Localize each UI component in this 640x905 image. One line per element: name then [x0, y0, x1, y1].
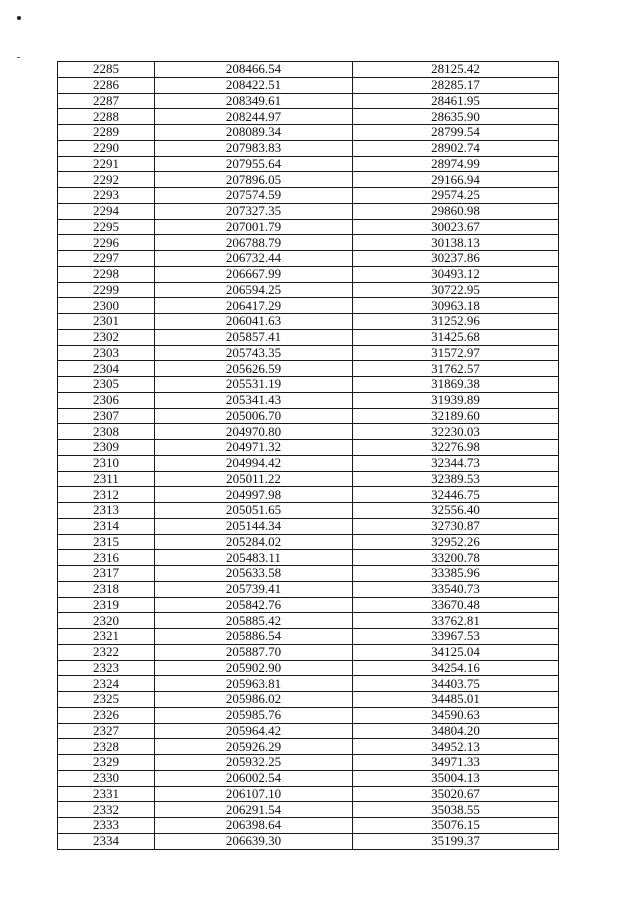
y-coordinate-cell: 35076.15 [353, 818, 559, 834]
point-number-cell: 2322 [58, 644, 155, 660]
y-coordinate-cell: 34590.63 [353, 707, 559, 723]
x-coordinate-cell: 205857.41 [155, 329, 353, 345]
y-coordinate-cell: 28461.95 [353, 93, 559, 109]
point-number-cell: 2320 [58, 613, 155, 629]
y-coordinate-cell: 29574.25 [353, 188, 559, 204]
x-coordinate-cell: 206291.54 [155, 802, 353, 818]
point-number-cell: 2289 [58, 125, 155, 141]
y-coordinate-cell: 32730.87 [353, 518, 559, 534]
x-coordinate-cell: 205739.41 [155, 581, 353, 597]
y-coordinate-cell: 28125.42 [353, 62, 559, 78]
table-row [58, 550, 559, 566]
x-coordinate-cell: 206417.29 [155, 298, 353, 314]
point-number-cell: 2308 [58, 424, 155, 440]
point-number-cell: 2305 [58, 377, 155, 393]
y-coordinate-cell: 34485.01 [353, 692, 559, 708]
table-row [58, 755, 559, 771]
point-number-cell: 2319 [58, 597, 155, 613]
x-coordinate-cell: 205842.76 [155, 597, 353, 613]
table-row [58, 818, 559, 834]
y-coordinate-cell: 32389.53 [353, 471, 559, 487]
table-row [58, 298, 559, 314]
x-coordinate-cell: 206002.54 [155, 770, 353, 786]
point-number-cell: 2329 [58, 755, 155, 771]
point-number-cell: 2287 [58, 93, 155, 109]
y-coordinate-cell: 34403.75 [353, 676, 559, 692]
y-coordinate-cell: 30138.13 [353, 235, 559, 251]
y-coordinate-cell: 33200.78 [353, 550, 559, 566]
point-number-cell: 2332 [58, 802, 155, 818]
table-row [58, 581, 559, 597]
y-coordinate-cell: 33385.96 [353, 566, 559, 582]
x-coordinate-cell: 206639.30 [155, 833, 353, 849]
y-coordinate-cell: 31762.57 [353, 361, 559, 377]
y-coordinate-cell: 29166.94 [353, 172, 559, 188]
x-coordinate-cell: 207001.79 [155, 219, 353, 235]
point-number-cell: 2313 [58, 503, 155, 519]
point-number-cell: 2325 [58, 692, 155, 708]
table-row [58, 644, 559, 660]
x-coordinate-cell: 205626.59 [155, 361, 353, 377]
y-coordinate-cell: 28635.90 [353, 109, 559, 125]
y-coordinate-cell: 33670.48 [353, 597, 559, 613]
table-row [58, 203, 559, 219]
y-coordinate-cell: 34254.16 [353, 660, 559, 676]
point-number-cell: 2299 [58, 282, 155, 298]
table-row [58, 219, 559, 235]
y-coordinate-cell: 31869.38 [353, 377, 559, 393]
point-number-cell: 2327 [58, 723, 155, 739]
table-row [58, 377, 559, 393]
table-row [58, 314, 559, 330]
x-coordinate-cell: 205341.43 [155, 392, 353, 408]
table-row [58, 597, 559, 613]
point-number-cell: 2306 [58, 392, 155, 408]
coordinates-table-body [58, 62, 559, 850]
point-number-cell: 2301 [58, 314, 155, 330]
table-row [58, 235, 559, 251]
table-row [58, 802, 559, 818]
x-coordinate-cell: 207983.83 [155, 140, 353, 156]
table-row [58, 77, 559, 93]
point-number-cell: 2286 [58, 77, 155, 93]
table-row [58, 109, 559, 125]
x-coordinate-cell: 205633.58 [155, 566, 353, 582]
x-coordinate-cell: 205926.29 [155, 739, 353, 755]
table-row [58, 188, 559, 204]
x-coordinate-cell: 205963.81 [155, 676, 353, 692]
y-coordinate-cell: 32189.60 [353, 408, 559, 424]
table-row [58, 251, 559, 267]
point-number-cell: 2285 [58, 62, 155, 78]
y-coordinate-cell: 28285.17 [353, 77, 559, 93]
point-number-cell: 2310 [58, 455, 155, 471]
table-row [58, 566, 559, 582]
table-row [58, 345, 559, 361]
y-coordinate-cell: 28902.74 [353, 140, 559, 156]
y-coordinate-cell: 30237.86 [353, 251, 559, 267]
x-coordinate-cell: 205144.34 [155, 518, 353, 534]
table-row [58, 739, 559, 755]
x-coordinate-cell: 207896.05 [155, 172, 353, 188]
x-coordinate-cell: 204994.42 [155, 455, 353, 471]
point-number-cell: 2303 [58, 345, 155, 361]
x-coordinate-cell: 205985.76 [155, 707, 353, 723]
y-coordinate-cell: 35004.13 [353, 770, 559, 786]
x-coordinate-cell: 205483.11 [155, 550, 353, 566]
point-number-cell: 2311 [58, 471, 155, 487]
table-row [58, 424, 559, 440]
x-coordinate-cell: 205886.54 [155, 629, 353, 645]
y-coordinate-cell: 35020.67 [353, 786, 559, 802]
point-number-cell: 2291 [58, 156, 155, 172]
point-number-cell: 2288 [58, 109, 155, 125]
x-coordinate-cell: 206041.63 [155, 314, 353, 330]
x-coordinate-cell: 205051.65 [155, 503, 353, 519]
y-coordinate-cell: 33967.53 [353, 629, 559, 645]
y-coordinate-cell: 33762.81 [353, 613, 559, 629]
x-coordinate-cell: 204971.32 [155, 440, 353, 456]
table-row [58, 723, 559, 739]
point-number-cell: 2317 [58, 566, 155, 582]
point-number-cell: 2334 [58, 833, 155, 849]
x-coordinate-cell: 205887.70 [155, 644, 353, 660]
point-number-cell: 2326 [58, 707, 155, 723]
table-row [58, 487, 559, 503]
y-coordinate-cell: 32230.03 [353, 424, 559, 440]
point-number-cell: 2312 [58, 487, 155, 503]
y-coordinate-cell: 32446.75 [353, 487, 559, 503]
y-coordinate-cell: 28799.54 [353, 125, 559, 141]
table-row [58, 455, 559, 471]
point-number-cell: 2302 [58, 329, 155, 345]
x-coordinate-cell: 208089.34 [155, 125, 353, 141]
table-row [58, 707, 559, 723]
table-row [58, 534, 559, 550]
y-coordinate-cell: 30722.95 [353, 282, 559, 298]
point-number-cell: 2314 [58, 518, 155, 534]
table-row [58, 93, 559, 109]
table-row [58, 361, 559, 377]
point-number-cell: 2292 [58, 172, 155, 188]
point-number-cell: 2324 [58, 676, 155, 692]
table-row [58, 613, 559, 629]
scan-speck [17, 16, 21, 20]
point-number-cell: 2318 [58, 581, 155, 597]
table-row [58, 282, 559, 298]
x-coordinate-cell: 205531.19 [155, 377, 353, 393]
table-row [58, 518, 559, 534]
table-row [58, 408, 559, 424]
point-number-cell: 2315 [58, 534, 155, 550]
y-coordinate-cell: 35038.55 [353, 802, 559, 818]
x-coordinate-cell: 207327.35 [155, 203, 353, 219]
table-row [58, 471, 559, 487]
y-coordinate-cell: 34804.20 [353, 723, 559, 739]
y-coordinate-cell: 31572.97 [353, 345, 559, 361]
point-number-cell: 2297 [58, 251, 155, 267]
table-row [58, 786, 559, 802]
table-row [58, 676, 559, 692]
point-number-cell: 2298 [58, 266, 155, 282]
x-coordinate-cell: 205932.25 [155, 755, 353, 771]
y-coordinate-cell: 32344.73 [353, 455, 559, 471]
x-coordinate-cell: 208349.61 [155, 93, 353, 109]
point-number-cell: 2307 [58, 408, 155, 424]
y-coordinate-cell: 29860.98 [353, 203, 559, 219]
x-coordinate-cell: 206667.99 [155, 266, 353, 282]
y-coordinate-cell: 34971.33 [353, 755, 559, 771]
table-row [58, 266, 559, 282]
x-coordinate-cell: 207955.64 [155, 156, 353, 172]
point-number-cell: 2321 [58, 629, 155, 645]
x-coordinate-cell: 206594.25 [155, 282, 353, 298]
x-coordinate-cell: 206788.79 [155, 235, 353, 251]
y-coordinate-cell: 35199.37 [353, 833, 559, 849]
y-coordinate-cell: 31939.89 [353, 392, 559, 408]
x-coordinate-cell: 204997.98 [155, 487, 353, 503]
point-number-cell: 2316 [58, 550, 155, 566]
point-number-cell: 2294 [58, 203, 155, 219]
y-coordinate-cell: 33540.73 [353, 581, 559, 597]
y-coordinate-cell: 32556.40 [353, 503, 559, 519]
y-coordinate-cell: 31425.68 [353, 329, 559, 345]
table-row [58, 503, 559, 519]
point-number-cell: 2293 [58, 188, 155, 204]
table-row [58, 172, 559, 188]
point-number-cell: 2290 [58, 140, 155, 156]
x-coordinate-cell: 205964.42 [155, 723, 353, 739]
table-row [58, 692, 559, 708]
table-row [58, 770, 559, 786]
y-coordinate-cell: 34952.13 [353, 739, 559, 755]
y-coordinate-cell: 30963.18 [353, 298, 559, 314]
y-coordinate-cell: 34125.04 [353, 644, 559, 660]
point-number-cell: 2331 [58, 786, 155, 802]
x-coordinate-cell: 206107.10 [155, 786, 353, 802]
point-number-cell: 2304 [58, 361, 155, 377]
x-coordinate-cell: 205011.22 [155, 471, 353, 487]
x-coordinate-cell: 205743.35 [155, 345, 353, 361]
point-number-cell: 2309 [58, 440, 155, 456]
table-row [58, 156, 559, 172]
point-number-cell: 2323 [58, 660, 155, 676]
table-row [58, 629, 559, 645]
point-number-cell: 2330 [58, 770, 155, 786]
y-coordinate-cell: 30023.67 [353, 219, 559, 235]
y-coordinate-cell: 32952.26 [353, 534, 559, 550]
table-row [58, 660, 559, 676]
x-coordinate-cell: 208244.97 [155, 109, 353, 125]
y-coordinate-cell: 30493.12 [353, 266, 559, 282]
x-coordinate-cell: 205902.90 [155, 660, 353, 676]
table-row [58, 125, 559, 141]
x-coordinate-cell: 206398.64 [155, 818, 353, 834]
table-row [58, 392, 559, 408]
x-coordinate-cell: 205006.70 [155, 408, 353, 424]
scan-mark [17, 57, 20, 58]
point-number-cell: 2300 [58, 298, 155, 314]
x-coordinate-cell: 204970.80 [155, 424, 353, 440]
table-row [58, 440, 559, 456]
y-coordinate-cell: 31252.96 [353, 314, 559, 330]
x-coordinate-cell: 208422.51 [155, 77, 353, 93]
point-number-cell: 2295 [58, 219, 155, 235]
x-coordinate-cell: 208466.54 [155, 62, 353, 78]
x-coordinate-cell: 205986.02 [155, 692, 353, 708]
point-number-cell: 2296 [58, 235, 155, 251]
x-coordinate-cell: 207574.59 [155, 188, 353, 204]
x-coordinate-cell: 205284.02 [155, 534, 353, 550]
table-row [58, 329, 559, 345]
table-row [58, 833, 559, 849]
coordinates-table [57, 61, 559, 850]
y-coordinate-cell: 28974.99 [353, 156, 559, 172]
table-row [58, 62, 559, 78]
point-number-cell: 2333 [58, 818, 155, 834]
point-number-cell: 2328 [58, 739, 155, 755]
table-row [58, 140, 559, 156]
x-coordinate-cell: 206732.44 [155, 251, 353, 267]
x-coordinate-cell: 205885.42 [155, 613, 353, 629]
y-coordinate-cell: 32276.98 [353, 440, 559, 456]
